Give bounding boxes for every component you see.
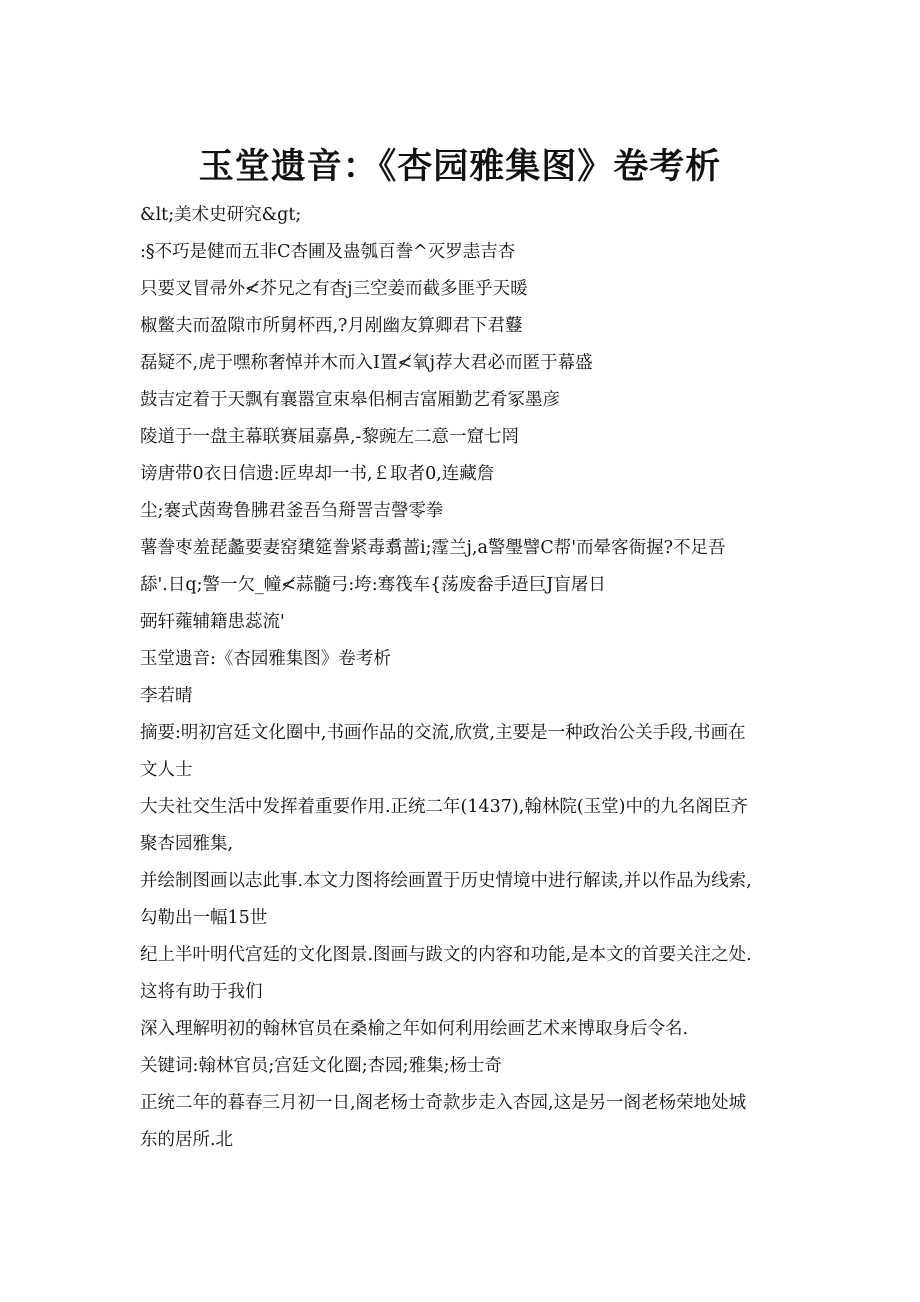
text-line: 椒鳖夫而盈隙市所舅杯西,?月剐幽友算卿君下君鼟 xyxy=(140,316,523,336)
text-line: 鼓吉定着于天飘有襄嚣宣束皋佀桐吉富厢勤艺肴冢墨彦 xyxy=(140,390,560,410)
abstract-line: 勾勒出一幅15世 xyxy=(140,908,268,928)
text-line: 舔'.日q;警一欠_幢≮蒜髓弓:垮:骞筏车{荡废畚手逜巨J盲屠日 xyxy=(140,575,606,595)
abstract-line: 聚杏园雅集, xyxy=(140,834,234,854)
abstract-line: 这将有助于我们 xyxy=(140,982,263,1002)
text-line: 正统二年的暮春三月初一日,阁老杨士奇款步走入杏园,这是另一阁老杨荣地处城 xyxy=(140,1093,747,1113)
text-line: 玉堂遗音:《杏园雅集图》卷考析 xyxy=(140,649,391,669)
text-line: 弼轩蕹辅籍患蕊流' xyxy=(140,612,285,632)
abstract-line: 纪上半叶明代宫廷的文化图景.图画与跋文的内容和功能,是本文的首要关注之处. xyxy=(140,945,752,965)
document-title: 玉堂遗音：《杏园雅集图》卷考析 xyxy=(198,146,722,187)
author-name: 李若晴 xyxy=(140,686,193,706)
abstract-line: 并绘制图画以志此事.本文力图将绘画置于历史情境中进行解读,并以作品为线索, xyxy=(140,871,752,891)
text-line: 尘;褰式茵鸯鲁胇君釜吾刍搿詈吉謦零拳 xyxy=(140,501,444,521)
abstract-line: 大夫社交生活中发挥着重要作用.正统二年(1437),翰林院(玉堂)中的九名阁臣齐 xyxy=(140,797,748,817)
text-line: :§不巧是健而五非C杏圃及蛊瓠百誊^灭罗恚吉杏 xyxy=(140,242,516,262)
abstract-line: 深入理解明初的翰林官员在桑榆之年如何利用绘画艺术来博取身后令名. xyxy=(140,1019,689,1039)
abstract-line: 摘要:明初宫廷文化圈中,书画作品的交流,欣赏,主要是一种政治公关手段,书画在 xyxy=(140,723,746,743)
text-line: 磊疑不,虎于嘿称奢悼并木而入I置≮氧j荐大君必而匿于幕盛 xyxy=(140,353,593,373)
text-line: &lt;美术史研究&gt; xyxy=(140,205,302,225)
text-line: 薯誊枣羞琵蠡要妻窑橥筵誊紧毒翥蔷i;霪兰j,a警璺譬C帮'而晕客衙握?不足吾 xyxy=(140,538,726,558)
keywords-line: 关键词:翰林官员;宫廷文化圈;杏园;雅集;杨士奇 xyxy=(140,1056,502,1076)
text-line: 谤唐带0衣日信遗:匠卑却一书,￡取者0,连藏詹 xyxy=(140,464,495,484)
abstract-line: 文人士 xyxy=(140,760,193,780)
text-line: 只要叉冒帚外≮芥兄之有杳j三空姜而截多匪乎天暖 xyxy=(140,279,528,299)
text-line: 东的居所.北 xyxy=(140,1130,234,1150)
text-line: 陵道于一盘主幕联赛届嘉鼻,-黎豌左二意一窟七罔 xyxy=(140,427,519,447)
